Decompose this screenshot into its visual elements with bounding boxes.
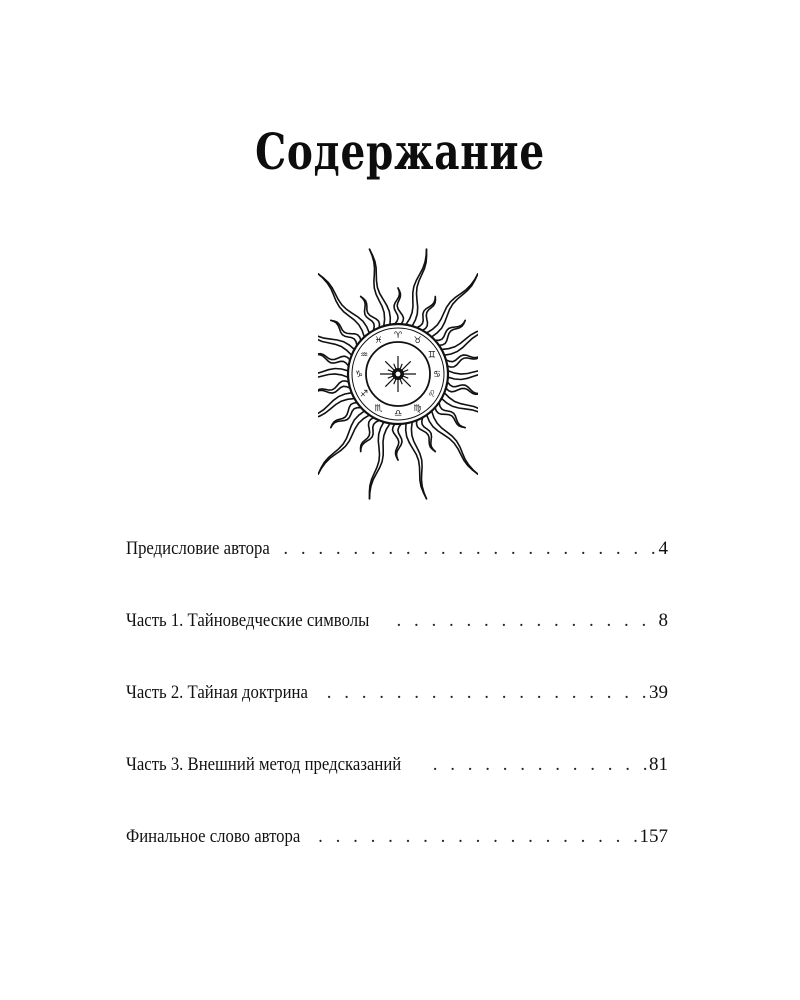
toc-dot-leader bbox=[327, 682, 647, 704]
sun-ray bbox=[370, 249, 391, 324]
sun-ray bbox=[406, 424, 427, 499]
sun-ray bbox=[444, 319, 478, 356]
toc-entry-page: 81 bbox=[649, 754, 668, 775]
toc-entry-page: 39 bbox=[649, 682, 668, 703]
toc-entry[interactable] bbox=[126, 826, 668, 898]
sun-ray bbox=[361, 420, 380, 451]
zodiac-glyph: ♊ bbox=[427, 350, 436, 361]
zodiac-glyph: ♐ bbox=[360, 389, 369, 400]
page-title: Содержание bbox=[255, 122, 545, 181]
toc-dot-leader bbox=[318, 826, 637, 848]
zodiac-glyph: ♓ bbox=[374, 336, 383, 347]
toc-entry-title: Предисловие автора bbox=[126, 538, 270, 559]
sun-ray bbox=[417, 297, 436, 328]
toc-dot-leader bbox=[396, 610, 656, 632]
toc-entry-page: 4 bbox=[658, 538, 668, 559]
zodiac-glyph: ♍ bbox=[413, 403, 422, 414]
table-of-contents bbox=[126, 538, 668, 898]
sun-ray bbox=[318, 393, 352, 430]
zodiac-glyph: ♒ bbox=[360, 350, 369, 361]
toc-entry[interactable] bbox=[126, 538, 668, 610]
toc-entry-title: Финальное слово автора bbox=[126, 826, 301, 847]
zodiac-glyph: ♑ bbox=[354, 370, 364, 380]
sun-ray bbox=[318, 274, 369, 333]
toc-entry-title: Часть 3. Внешний метод предсказаний bbox=[126, 754, 402, 775]
sun-ray bbox=[442, 319, 478, 350]
zodiac-sun-icon bbox=[318, 240, 478, 508]
zodiac-glyph: ♌ bbox=[427, 389, 436, 400]
sun-ray bbox=[448, 370, 478, 376]
toc-dot-leader bbox=[433, 754, 647, 776]
toc-entry-title: Часть 1. Тайноведческие символы bbox=[126, 610, 370, 631]
sun-ray bbox=[318, 399, 354, 430]
toc-entry[interactable] bbox=[126, 682, 668, 754]
sun-ray bbox=[318, 373, 348, 379]
toc-entry-title: Часть 2. Тайная доктрина bbox=[126, 682, 308, 703]
toc-entry[interactable] bbox=[126, 754, 668, 826]
sun-ray bbox=[427, 415, 478, 474]
zodiac-glyph: ♈ bbox=[393, 331, 403, 341]
zodiac-glyph: ♋ bbox=[432, 370, 442, 380]
zodiac-glyph: ♏ bbox=[374, 403, 383, 414]
toc-entry-page: 8 bbox=[658, 610, 668, 631]
toc-entry[interactable] bbox=[126, 610, 668, 682]
zodiac-glyph: ♉ bbox=[413, 336, 422, 347]
toc-entry-page: 157 bbox=[639, 826, 668, 847]
toc-dot-leader bbox=[283, 538, 656, 560]
zodiac-glyph: ♎ bbox=[393, 409, 403, 419]
